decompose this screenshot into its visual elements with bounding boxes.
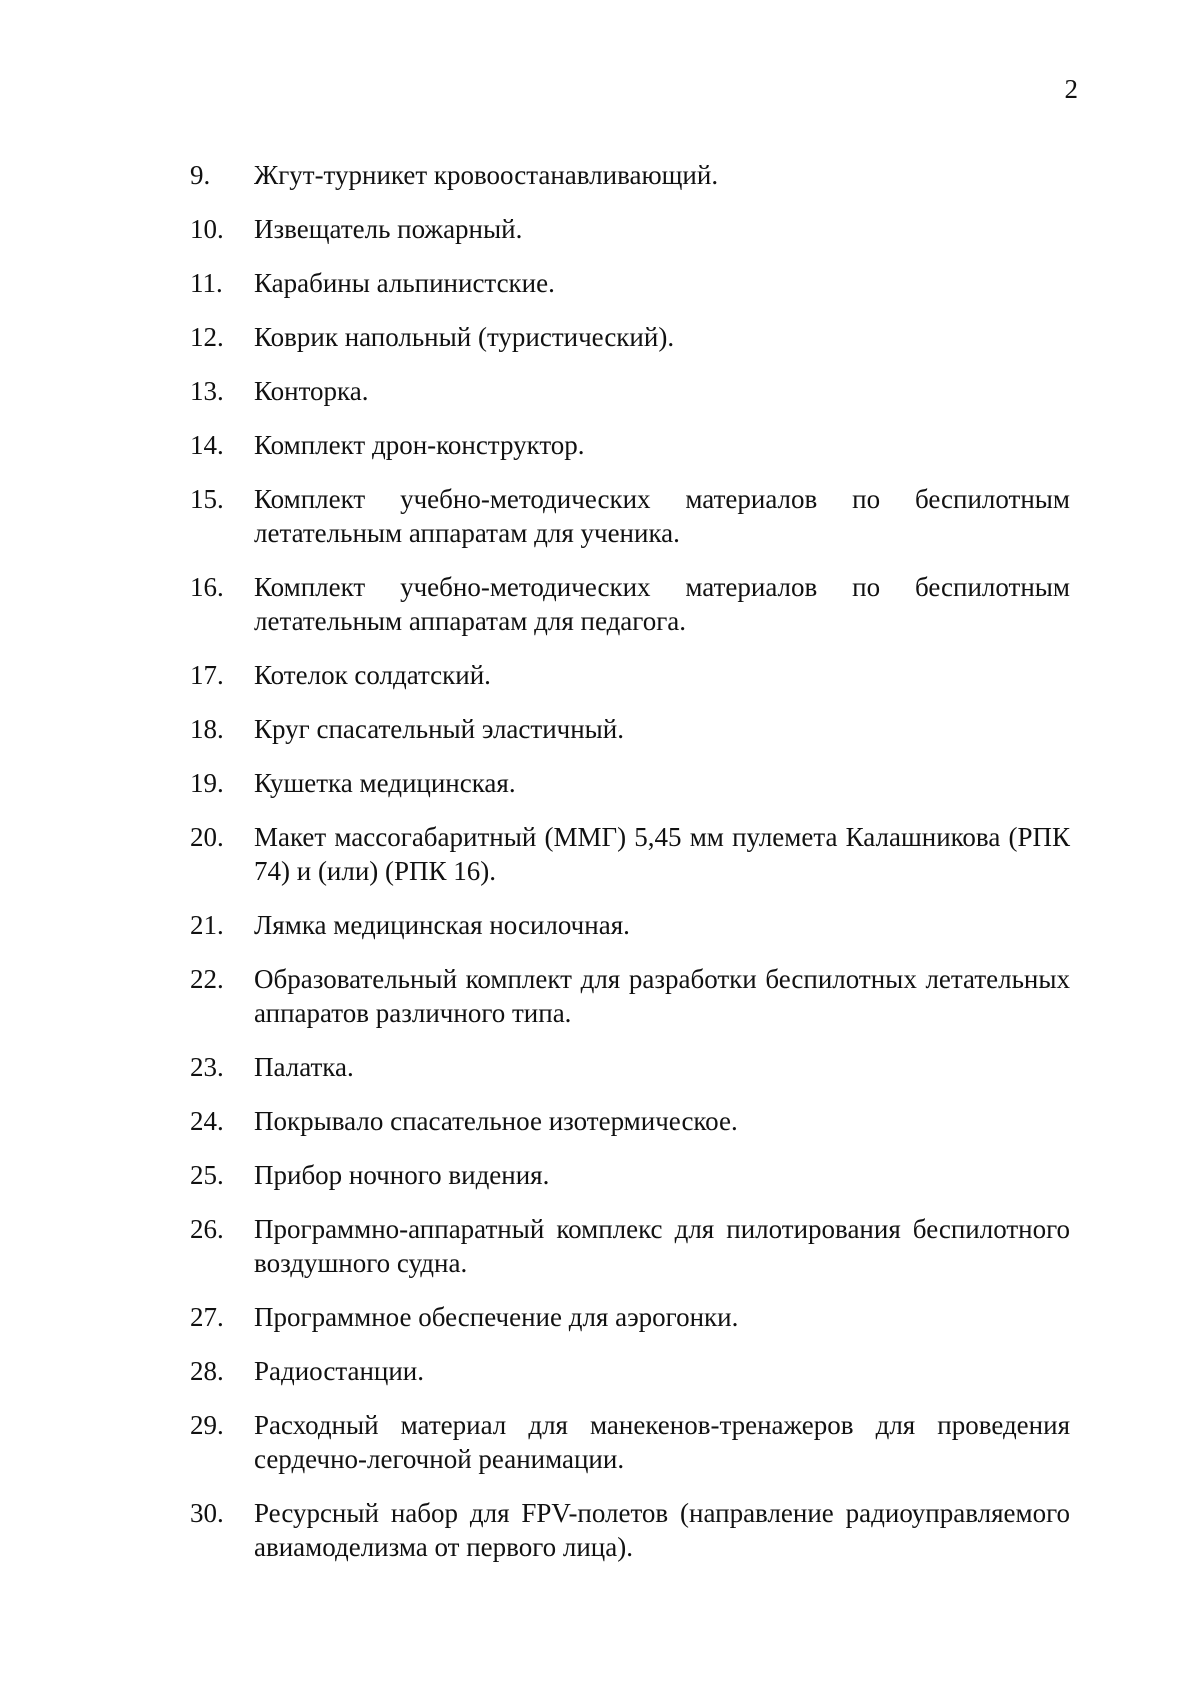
item-number: 13. — [190, 376, 224, 406]
list-item — [190, 1050, 1070, 1084]
item-text: Прибор ночного видения. — [254, 1160, 550, 1190]
item-text: Образовательный комплект для разработки беспилотных летательных аппаратов различного типа. — [254, 964, 1070, 1028]
item-number: 20. — [190, 822, 224, 852]
item-text: Покрывало спасательное изотермическое. — [254, 1106, 738, 1136]
item-number: 15. — [190, 484, 224, 514]
list-item — [190, 320, 1070, 354]
item-text: Комплект учебно-методических материалов по беспилотным летательным аппаратам для педагога. — [254, 572, 1070, 636]
item-text: Комплект учебно-методических материалов по беспилотным летательным аппаратам для ученика. — [254, 484, 1070, 548]
item-number: 24. — [190, 1106, 224, 1136]
item-number: 21. — [190, 910, 224, 940]
list-item — [190, 1212, 1070, 1280]
list-item — [190, 482, 1070, 550]
item-text: Расходный материал для манекенов-тренажеров для проведения сердечно-легочной реанимации. — [254, 1410, 1070, 1474]
item-number: 11. — [190, 268, 223, 298]
item-text: Программное обеспечение для аэрогонки. — [254, 1302, 739, 1332]
list-item — [190, 712, 1070, 746]
item-text: Комплект дрон-конструктор. — [254, 430, 585, 460]
item-number: 18. — [190, 714, 224, 744]
item-number: 16. — [190, 572, 224, 602]
list-item — [190, 212, 1070, 246]
item-number: 10. — [190, 214, 224, 244]
item-text: Котелок солдатский. — [254, 660, 491, 690]
item-text: Круг спасательный эластичный. — [254, 714, 625, 744]
item-number: 14. — [190, 430, 224, 460]
item-text: Кушетка медицинская. — [254, 768, 516, 798]
item-text: Лямка медицинская носилочная. — [254, 910, 630, 940]
list-item — [190, 1158, 1070, 1192]
item-text: Конторка. — [254, 376, 369, 406]
item-text: Макет массогабаритный (ММГ) 5,45 мм пулемета Калашникова (РПК 74) и (или) (РПК 16). — [254, 822, 1070, 886]
page-number: 2 — [1064, 74, 1078, 104]
list-item — [190, 962, 1070, 1030]
list-item — [190, 1300, 1070, 1334]
item-number: 12. — [190, 322, 224, 352]
item-number: 9. — [190, 160, 211, 190]
list-item — [190, 820, 1070, 888]
list-item — [190, 766, 1070, 800]
list-item — [190, 1496, 1070, 1564]
item-number: 28. — [190, 1356, 224, 1386]
list-item — [190, 428, 1070, 462]
item-text: Ресурсный набор для FPV-полетов (направление радиоуправляемого авиамоделизма от первого лица). — [254, 1498, 1070, 1562]
equipment-list — [190, 158, 1070, 1584]
list-item — [190, 158, 1070, 192]
item-text: Жгут-турникет кровоостанавливающий. — [254, 160, 719, 190]
item-text: Извещатель пожарный. — [254, 214, 523, 244]
item-text: Программно-аппаратный комплекс для пилотирования беспилотного воздушного судна. — [254, 1214, 1070, 1278]
list-item — [190, 1104, 1070, 1138]
item-number: 22. — [190, 964, 224, 994]
item-number: 29. — [190, 1410, 224, 1440]
list-item — [190, 1408, 1070, 1476]
list-item — [190, 266, 1070, 300]
item-text: Радиостанции. — [254, 1356, 425, 1386]
list-item — [190, 908, 1070, 942]
item-number: 30. — [190, 1498, 224, 1528]
item-number: 25. — [190, 1160, 224, 1190]
item-number: 26. — [190, 1214, 224, 1244]
item-text: Палатка. — [254, 1052, 354, 1082]
item-number: 23. — [190, 1052, 224, 1082]
list-item — [190, 658, 1070, 692]
item-number: 27. — [190, 1302, 224, 1332]
item-text: Карабины альпинистские. — [254, 268, 555, 298]
list-item — [190, 1354, 1070, 1388]
list-item — [190, 374, 1070, 408]
item-number: 17. — [190, 660, 224, 690]
item-number: 19. — [190, 768, 224, 798]
item-text: Коврик напольный (туристический). — [254, 322, 675, 352]
list-item — [190, 570, 1070, 638]
